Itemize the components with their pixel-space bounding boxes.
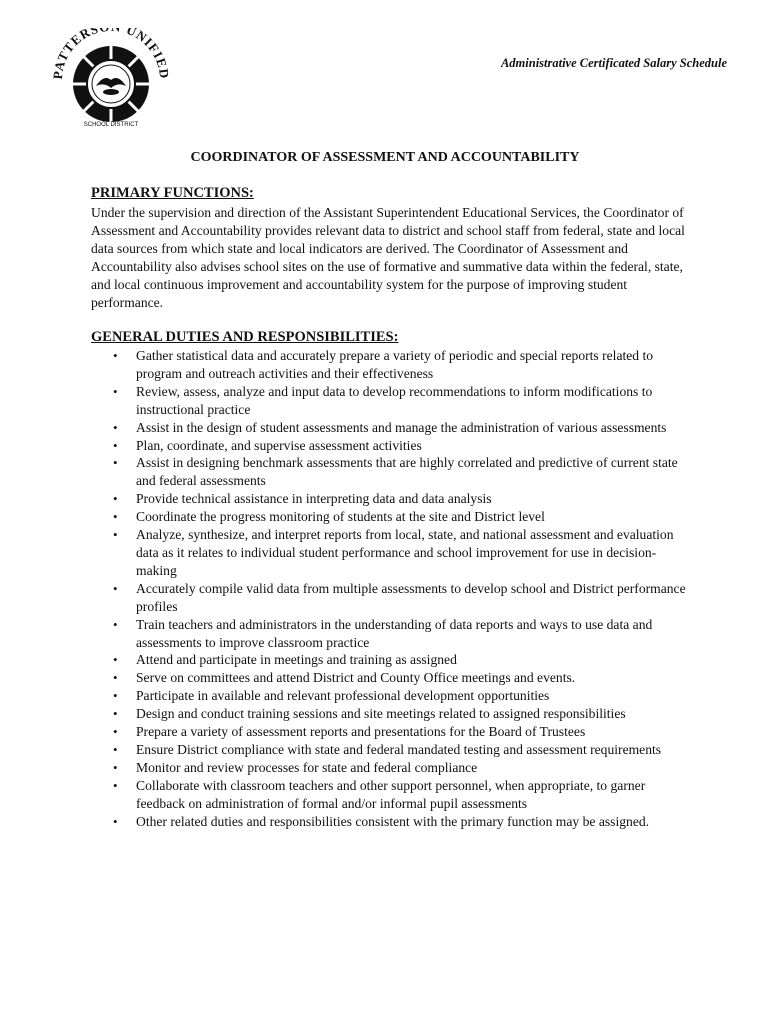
duty-item: • Ensure District compliance with state and federal mandated testing and assessment requirements bbox=[91, 741, 691, 759]
duty-item: • Participate in available and relevant professional development opportunities bbox=[91, 687, 691, 705]
duty-item: • Assist in the design of student assessments and manage the administration of various assessments bbox=[91, 419, 691, 437]
header-label: Administrative Certificated Salary Schedule bbox=[500, 56, 727, 70]
duty-item: • Monitor and review processes for state and federal compliance bbox=[91, 759, 691, 777]
duty-item: • Design and conduct training sessions and site meetings related to assigned responsibilities bbox=[91, 705, 691, 723]
duties-heading-text: GENERAL DUTIES AND RESPONSIBILITIES bbox=[91, 329, 394, 345]
duty-item: • Prepare a variety of assessment reports and presentations for the Board of Trustees bbox=[91, 723, 691, 741]
primary-functions-heading: PRIMARY FUNCTIONS: bbox=[91, 185, 254, 201]
logo-bottom-text: SCHOOL DISTRICT bbox=[83, 122, 139, 128]
duty-item: • Analyze, synthesize, and interpret reports from local, state, and national assessment and evaluation data as it relates to individual student performance and school improvement for use in decision-making bbox=[91, 526, 691, 580]
document-title: COORDINATOR OF ASSESSMENT AND ACCOUNTABILITY bbox=[190, 150, 580, 165]
duty-item: • Gather statistical data and accurately prepare a variety of periodic and special reports related to program and outreach activities and their effectiveness bbox=[91, 347, 691, 383]
duty-item: • Serve on committees and attend District and County Office meetings and events. bbox=[91, 669, 691, 687]
duty-item: • Provide technical assistance in interpreting data and data analysis bbox=[91, 490, 691, 508]
duties-heading bbox=[91, 329, 398, 346]
duty-item: • Attend and participate in meetings and training as assigned bbox=[91, 651, 691, 669]
duty-item: • Collaborate with classroom teachers and other support personnel, when appropriate, to garner feedback on administration of formal and/or informal pupil assessments bbox=[91, 777, 691, 813]
duty-item: • Assist in designing benchmark assessments that are highly correlated and predictive of current state and federal assessments bbox=[91, 454, 691, 490]
duty-item: • Train teachers and administrators in the understanding of data reports and ways to use data and assessments to improve classroom practice bbox=[91, 616, 691, 652]
duties-heading-colon: : bbox=[393, 329, 399, 345]
duty-item: • Plan, coordinate, and supervise assessment activities bbox=[91, 437, 691, 455]
duty-item: • Coordinate the progress monitoring of students at the site and District level bbox=[91, 508, 691, 526]
primary-functions-text: Under the supervision and direction of the Assistant Superintendent Educational Services, the Coordinator of Assessment and Accountability provides relevant data to district and school staff from federal, state and local data sources from which state and local indicators are derived. The Coordinator of Assessment and Accountability also advises school sites on the use of formative and summative data within the federal, state, and local continuous improvement and accountability system for the purpose of improving student performance. bbox=[91, 205, 685, 310]
duties-list bbox=[91, 347, 691, 830]
duty-item: • Other related duties and responsibilities consistent with the primary function may be assigned. bbox=[91, 813, 691, 831]
duty-item: • Review, assess, analyze and input data to develop recommendations to inform modifications to instructional practice bbox=[91, 383, 691, 419]
district-logo bbox=[52, 28, 170, 128]
district-seal-icon bbox=[52, 28, 170, 128]
logo-arc-text: ATTERS UNIFIE bbox=[52, 28, 170, 73]
duty-item: • Accurately compile valid data from multiple assessments to develop school and District performance profiles bbox=[91, 580, 691, 616]
